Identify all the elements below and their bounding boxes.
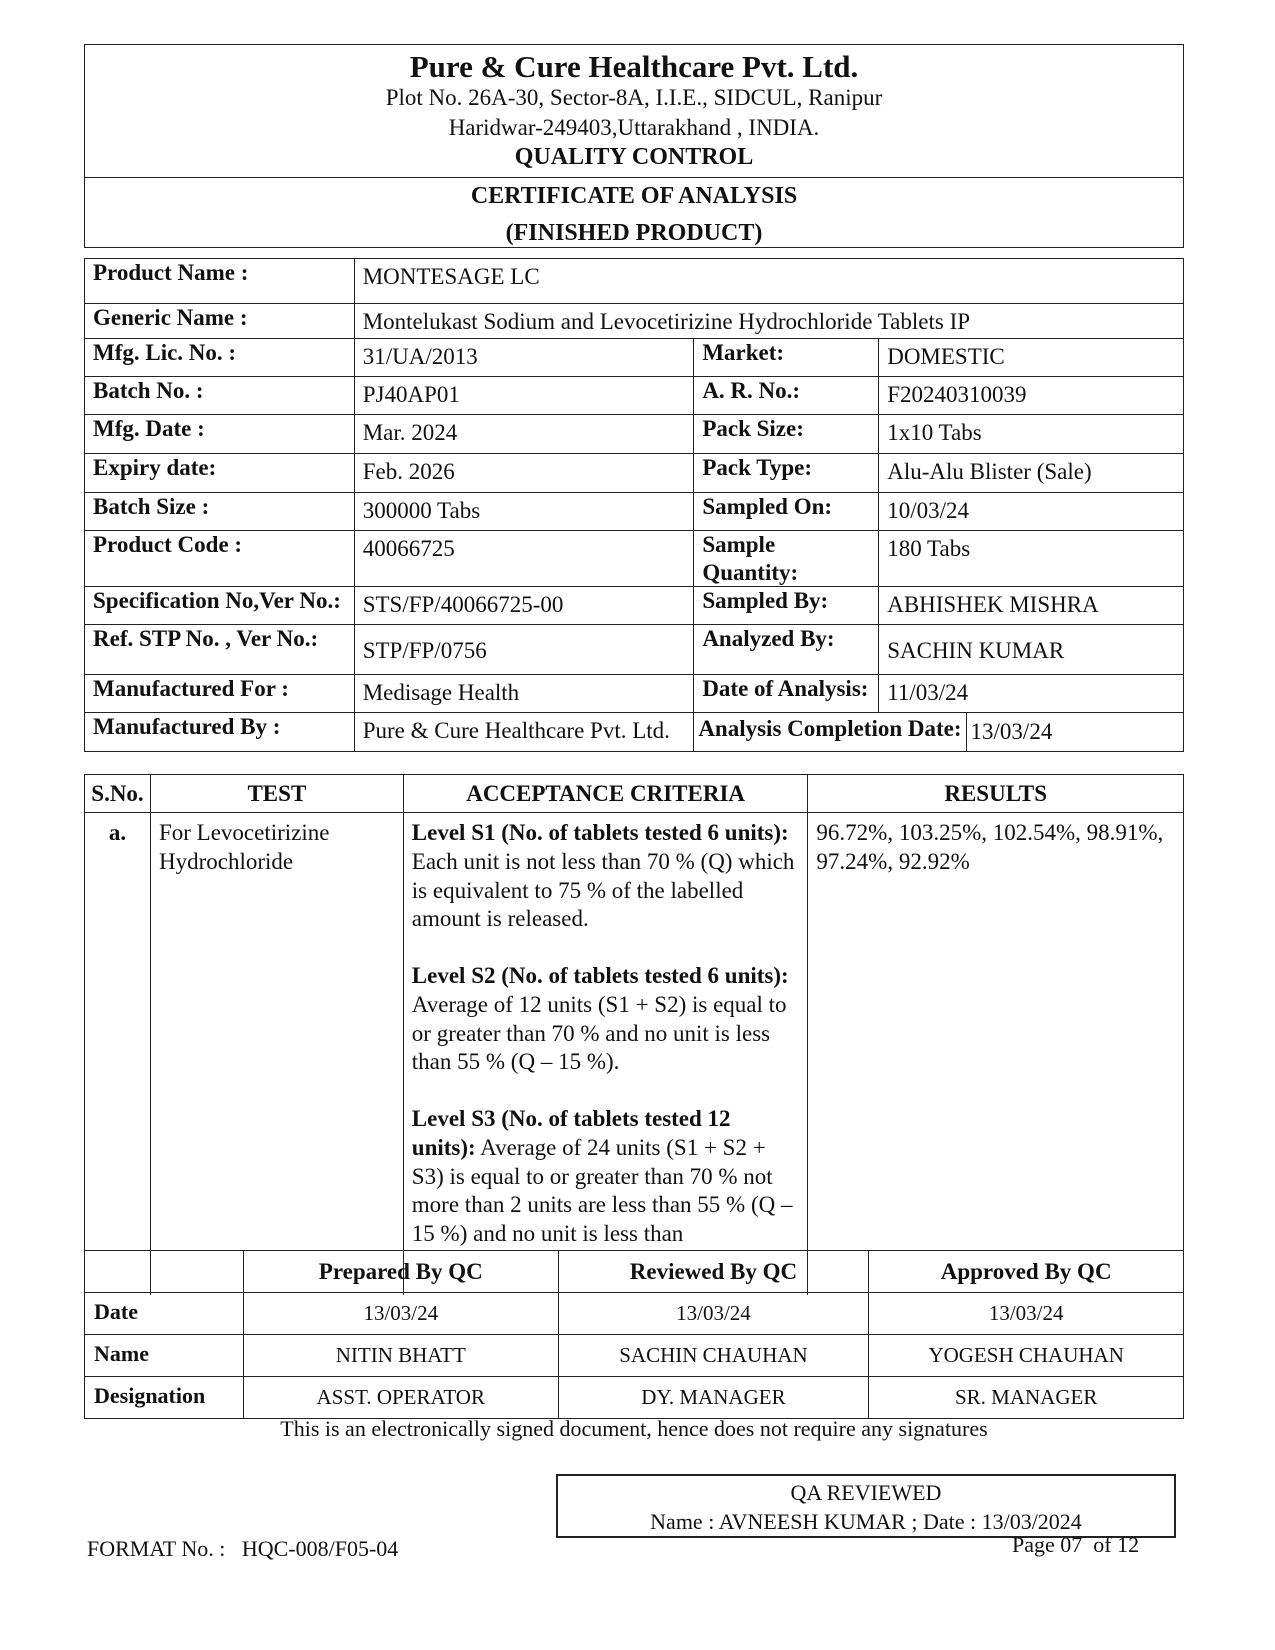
address-line-1: Plot No. 26A-30, Sector-8A, I.I.E., SIDCUL, Ranipur xyxy=(385,85,883,110)
info-row xyxy=(85,377,1184,415)
acceptance-criteria xyxy=(403,813,808,1296)
company-block xyxy=(85,45,1183,178)
field-label: Mfg. Date : xyxy=(85,415,355,454)
field-label: Expiry date: xyxy=(85,454,355,493)
field-label: Sample Quantity: xyxy=(694,531,879,587)
info-row xyxy=(85,493,1184,531)
field-value: Pure & Cure Healthcare Pvt. Ltd. xyxy=(354,713,694,752)
field-label: Market: xyxy=(694,339,879,377)
field-value: 10/03/24 xyxy=(879,493,1184,531)
qa-reviewer: Name : AVNEESH KUMAR ; Date : 13/03/2024 xyxy=(650,1509,1082,1534)
reviewed-by-header: Reviewed By QC xyxy=(558,1251,869,1293)
field-value: STP/FP/0756 xyxy=(354,625,694,675)
approved-designation: SR. MANAGER xyxy=(869,1377,1184,1419)
field-value: Mar. 2024 xyxy=(354,415,694,454)
test-results-table xyxy=(84,774,1184,1295)
document-title: CERTIFICATE OF ANALYSIS xyxy=(470,183,798,209)
test-row xyxy=(85,813,1184,1296)
info-row xyxy=(85,339,1184,377)
department-title: QUALITY CONTROL xyxy=(514,144,754,170)
electronic-signature-note: This is an electronically signed document, hence does not require any signatures xyxy=(280,1416,988,1441)
field-label: Sampled On: xyxy=(694,493,879,531)
product-name-value: MONTESAGE LC xyxy=(354,259,1183,304)
info-row xyxy=(85,587,1184,625)
signoff-date-row xyxy=(85,1293,1184,1335)
prepared-by-header: Prepared By QC xyxy=(243,1251,558,1293)
field-value: Alu-Alu Blister (Sale) xyxy=(879,454,1184,493)
field-value: PJ40AP01 xyxy=(354,377,694,415)
field-value: 40066725 xyxy=(354,531,694,587)
col-header-criteria: ACCEPTANCE CRITERIA xyxy=(403,775,808,813)
row-label: Designation xyxy=(85,1377,244,1419)
field-label: Product Code : xyxy=(85,531,355,587)
info-row xyxy=(85,625,1184,675)
approved-date: 13/03/24 xyxy=(869,1293,1184,1335)
signoff-table xyxy=(84,1250,1184,1419)
info-row xyxy=(85,415,1184,454)
qa-reviewed-title: QA REVIEWED xyxy=(790,1480,942,1505)
criteria-level-s3: Level S3 (No. of tablets tested 12 units): Average of 24 units (S1 + S2 + S3) is equal to or greater than 70 % not more than 2 units are less than 55 % (Q – 15 %) and no unit is less than xyxy=(411,1106,793,1246)
product-info-table xyxy=(84,258,1184,752)
info-row xyxy=(85,675,1184,713)
field-value: ABHISHEK MISHRA xyxy=(879,587,1184,625)
field-label: Pack Size: xyxy=(694,415,879,454)
test-name: For Levocetirizine Hydrochloride xyxy=(150,813,403,1296)
field-label: Pack Type: xyxy=(694,454,879,493)
signoff-header-row xyxy=(85,1251,1184,1293)
field-value: 1x10 Tabs xyxy=(879,415,1184,454)
field-value: F20240310039 xyxy=(879,377,1184,415)
prepared-designation: ASST. OPERATOR xyxy=(243,1377,558,1419)
signoff-corner xyxy=(85,1251,244,1293)
reviewed-date: 13/03/24 xyxy=(558,1293,869,1335)
field-label: Product Name : xyxy=(85,259,355,304)
prepared-name: NITIN BHATT xyxy=(243,1335,558,1377)
field-label: A. R. No.: xyxy=(694,377,879,415)
row-label: Name xyxy=(85,1335,244,1377)
document-subtitle: (FINISHED PRODUCT) xyxy=(505,220,763,246)
field-value: 11/03/24 xyxy=(879,675,1184,713)
approved-by-header: Approved By QC xyxy=(869,1251,1184,1293)
field-label: Generic Name : xyxy=(85,304,355,339)
criteria-level-s2: Level S2 (No. of tablets tested 6 units): Average of 12 units (S1 + S2) is equal to or greater than 70 % and no unit is less than 55 % (Q – 15 %). xyxy=(411,963,789,1075)
signoff-designation-row xyxy=(85,1377,1184,1419)
col-header-results: RESULTS xyxy=(808,775,1184,813)
criteria-level-s1: Level S1 (No. of tablets tested 6 units): Each unit is not less than 70 % (Q) which is equivalent to 75 % of the labelled amount is released. xyxy=(411,820,795,932)
field-label: Analyzed By: xyxy=(694,625,879,675)
company-name: Pure & Cure Healthcare Pvt. Ltd. xyxy=(409,49,859,84)
approved-name: YOGESH CHAUHAN xyxy=(869,1335,1184,1377)
info-row xyxy=(85,531,1184,587)
format-number: FORMAT No. : HQC-008/F05-04 xyxy=(87,1536,399,1561)
col-header-sno: S.No. xyxy=(85,775,151,813)
signoff-name-row xyxy=(85,1335,1184,1377)
field-label: Date of Analysis: xyxy=(694,675,879,713)
generic-name-value: Montelukast Sodium and Levocetirizine Hydrochloride Tablets IP xyxy=(354,304,1183,339)
col-header-test: TEST xyxy=(150,775,403,813)
completion-date: 13/03/24 xyxy=(970,719,1053,745)
field-value: Medisage Health xyxy=(354,675,694,713)
qa-reviewed-stamp xyxy=(556,1474,1176,1538)
field-label: Specification No,Ver No.: xyxy=(85,587,355,625)
test-header-row xyxy=(85,775,1184,813)
field-label: Batch No. : xyxy=(85,377,355,415)
completion-cell xyxy=(694,713,1184,752)
field-label: Mfg. Lic. No. : xyxy=(85,339,355,377)
product-name-row xyxy=(85,259,1184,304)
manufactured-by-row xyxy=(85,713,1184,752)
field-label: Batch Size : xyxy=(85,493,355,531)
field-label: Sampled By: xyxy=(694,587,879,625)
field-value: STS/FP/40066725-00 xyxy=(354,587,694,625)
field-value: 180 Tabs xyxy=(879,531,1184,587)
field-label: Manufactured For : xyxy=(85,675,355,713)
test-sno: a. xyxy=(85,813,151,1296)
field-label: Analysis Completion Date: xyxy=(694,713,966,751)
reviewed-name: SACHIN CHAUHAN xyxy=(558,1335,869,1377)
page-number: Page 07 of 12 xyxy=(1012,1532,1140,1557)
row-label: Date xyxy=(85,1293,244,1335)
test-results: 96.72%, 103.25%, 102.54%, 98.91%, 97.24%, 92.92% xyxy=(808,813,1184,1296)
field-value: Feb. 2026 xyxy=(354,454,694,493)
field-label: Ref. STP No. , Ver No.: xyxy=(85,625,355,675)
prepared-date: 13/03/24 xyxy=(243,1293,558,1335)
field-label: Manufactured By : xyxy=(85,713,355,752)
field-value: DOMESTIC xyxy=(879,339,1184,377)
address-line-2: Haridwar-249403,Uttarakhand , INDIA. xyxy=(448,115,820,140)
document-header xyxy=(84,44,1184,248)
field-value: 31/UA/2013 xyxy=(354,339,694,377)
reviewed-designation: DY. MANAGER xyxy=(558,1377,869,1419)
generic-name-row xyxy=(85,304,1184,339)
info-row xyxy=(85,454,1184,493)
field-value: 300000 Tabs xyxy=(354,493,694,531)
field-value: SACHIN KUMAR xyxy=(879,625,1184,675)
